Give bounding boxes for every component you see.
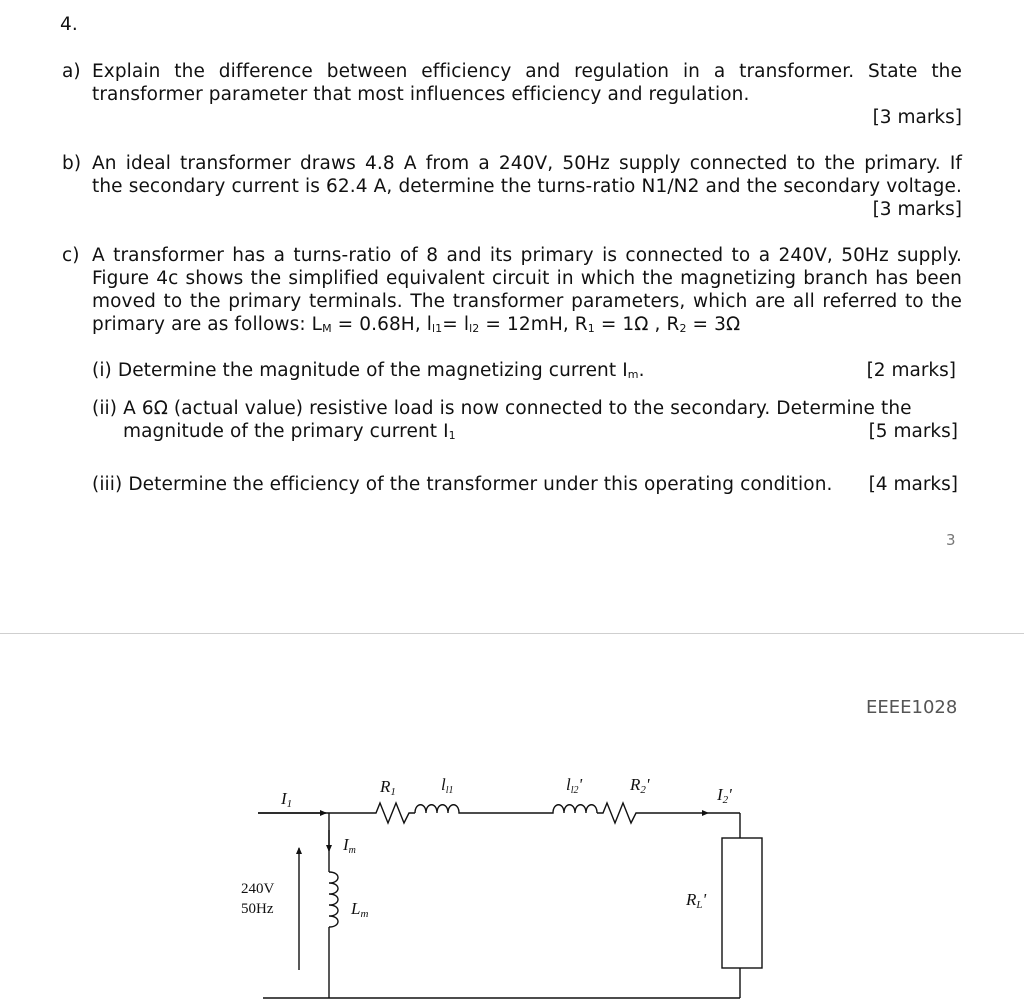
label-r2: R2' [630,775,650,796]
part-c-ii-sub: 1 [448,429,456,442]
part-c-line-2: Figure 4c shows the simplified equivalent circuit in which the magnetizing branch has been [92,268,962,289]
label-voltage: 240V [241,881,275,897]
question-number: 4. [60,14,78,35]
label-i2: I2' [717,785,732,806]
param-l2-sub: l2 [469,322,480,335]
param-r1-sub: 1 [587,322,595,335]
part-c-iii-marks: [4 marks] [868,474,958,495]
inductor-lm [329,872,338,927]
param-text-prefix: primary are as follows: L [92,314,323,335]
label-ll1: ll1 [441,775,454,796]
part-b-line-2: the secondary current is 62.4 A, determine the turns-ratio N1/N2 and the secondary voltage. [92,176,962,197]
part-b-label: b) [62,153,82,174]
param-l1-sub: l1 [432,322,443,335]
label-rl: RL' [686,890,707,911]
resistor-r2 [597,803,644,823]
load-resistor-rl [722,838,762,968]
param-eq: = l [442,314,470,335]
course-code: EEEE1028 [866,697,958,718]
part-a-label: a) [62,61,81,82]
part-a-line-1: Explain the difference between efficiency and regulation in a transformer. State the [92,61,962,82]
part-c-line-3: moved to the primary terminals. The transformer parameters, which are all referred to the [92,291,962,312]
part-c-line-1: A transformer has a turns-ratio of 8 and its primary is connected to a 240V, 50Hz supply. [92,245,962,266]
part-b-line-1: An ideal transformer draws 4.8 A from a 240V, 50Hz supply connected to the primary. If [92,153,962,174]
part-c-iii: (iii) Determine the efficiency of the transformer under this operating condition. [92,474,833,495]
label-ll2: ll2' [566,775,583,796]
label-lm: Lm [351,899,369,920]
inductor-ll2 [551,805,597,813]
inductor-ll1 [415,805,461,813]
part-a-line-2: transformer parameter that most influences efficiency and regulation. [92,84,750,105]
label-r1: R1 [380,777,396,798]
part-c-label: c) [62,245,80,266]
param-lm-value: = 0.68H, l [331,314,433,335]
label-frequency: 50Hz [241,901,274,917]
param-r1-value: = 1Ω , R [594,314,680,335]
param-r2-value: = 3Ω [686,314,741,335]
param-l-value: = 12mH, R [479,314,588,335]
part-a-marks: [3 marks] [872,107,962,128]
resistor-r1 [370,803,415,823]
part-c-i-sub: m [627,368,639,381]
part-c-ii-line-1: (ii) A 6Ω (actual value) resistive load is now connected to the secondary. Determine the [92,398,912,419]
page-number: 3 [946,531,956,549]
part-c-ii-marks: [5 marks] [868,421,958,442]
part-c-i-text: (i) Determine the magnitude of the magnetizing current I [92,360,628,381]
label-im: Im [343,835,356,856]
part-c-ii-text: magnitude of the primary current I [123,421,449,442]
param-lm-sub: M [322,322,332,335]
part-c-i-end: . [638,360,645,381]
label-i1: I1 [281,789,293,810]
part-c-i-marks: [2 marks] [866,360,956,381]
part-b-marks: [3 marks] [872,199,962,220]
param-r2-sub: 2 [679,322,687,335]
